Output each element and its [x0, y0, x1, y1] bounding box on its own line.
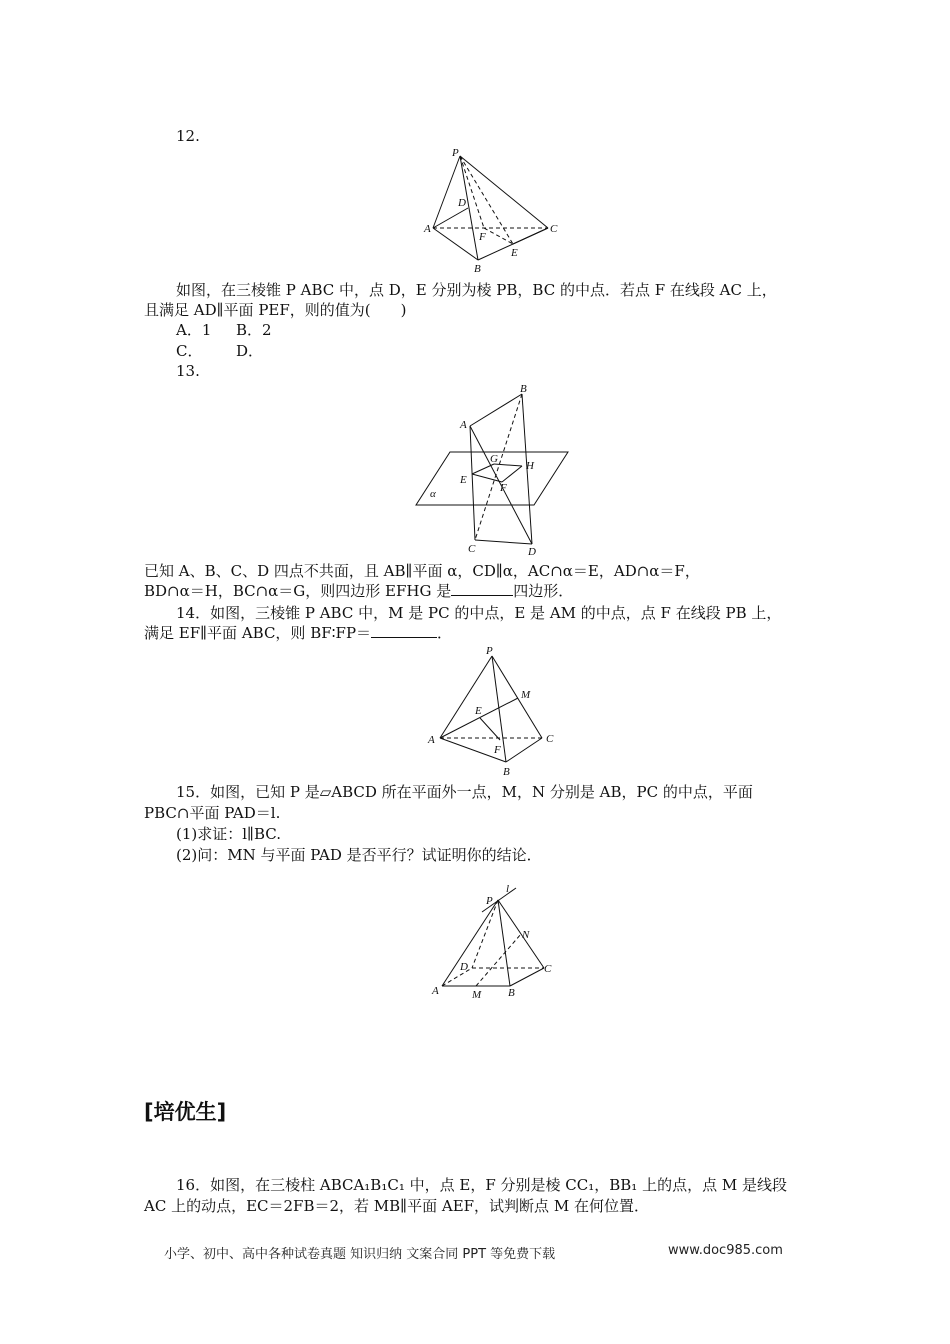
- q13-label-c: C: [468, 543, 476, 555]
- q15-label-m: M: [472, 989, 482, 1001]
- q14-answer-blank: [371, 623, 437, 638]
- q13-text-line1: 已知 A、B、C、D 四点不共面，且 AB∥平面 α，CD∥α，AC∩α＝E，AD∩α＝F，: [144, 562, 700, 580]
- q14-label-b: B: [503, 766, 510, 778]
- q14-label-e: E: [475, 705, 482, 717]
- q13-label-alpha: α: [430, 488, 436, 500]
- section-title: [培优生]: [144, 1100, 227, 1124]
- q13-plane-diagram: [410, 380, 575, 560]
- q13-label-f: F: [500, 482, 507, 494]
- q12-label-p: P: [452, 147, 459, 159]
- q15-label-l: l: [506, 883, 510, 895]
- q15-label-c: C: [544, 963, 552, 975]
- q13-label-a: A: [460, 419, 467, 431]
- q12-option-c: C．: [176, 342, 203, 360]
- q12-tetrahedron-diagram: [418, 144, 568, 276]
- q14-label-f: F: [494, 744, 501, 756]
- q13-label-b: B: [520, 383, 527, 395]
- q14-label-p: P: [486, 645, 493, 657]
- q16-text-line2: AC 上的动点，EC＝2FB＝2，若 MB∥平面 AEF，试判断点 M 在何位置．: [144, 1197, 649, 1215]
- q13-figure: [410, 380, 575, 564]
- q13-label-d: D: [528, 546, 536, 558]
- q15-label-d: D: [460, 961, 468, 973]
- q12-figure: [418, 144, 568, 280]
- footer-promo-text: 小学、初中、高中各种试卷真题 知识归纳 文案合同 PPT 等免费下载: [164, 1247, 556, 1262]
- q15-label-a: A: [432, 985, 439, 997]
- q12-label-d: D: [458, 197, 466, 209]
- q13-text-line2-start: BD∩α＝H，BC∩α＝G，则四边形 EFHG 是: [144, 582, 452, 600]
- q12-label-a: A: [424, 223, 431, 235]
- q14-label-m: M: [521, 689, 531, 701]
- q14-label-c: C: [546, 733, 554, 745]
- q15-label-n: N: [522, 929, 530, 941]
- q14-figure: [420, 644, 570, 782]
- q13-text-line2: [144, 581, 573, 601]
- q13-number: 13.: [176, 362, 200, 380]
- q14-text-line1: 14．如图，三棱锥 P ABC 中，M 是 PC 的中点，E 是 AM 的中点，点 F 在线段 PB 上，: [176, 604, 782, 622]
- q15-figure: [424, 882, 564, 1006]
- q13-label-e: E: [460, 474, 467, 486]
- q13-label-h: H: [526, 460, 534, 472]
- q12-text-line2: 且满足 AD∥平面 PEF，则的值为( ): [144, 301, 407, 319]
- q13-answer-blank: [451, 581, 513, 596]
- q14-text-line2-start: 满足 EF∥平面 ABC，则 BF∶FP＝: [144, 624, 372, 642]
- q15-label-p: P: [486, 895, 493, 907]
- q15-part1: (1)求证：l∥BC.: [176, 825, 281, 843]
- q12-label-b: B: [474, 263, 481, 275]
- q13-text-line2-end: 四边形．: [513, 582, 574, 600]
- q12-option-a: A．1: [176, 321, 212, 339]
- q15-text-line2: PBC∩平面 PAD＝l.: [144, 804, 281, 822]
- q15-pyramid-diagram: [424, 882, 564, 1002]
- q14-tetrahedron-diagram: [420, 644, 570, 778]
- q12-text-line1: 如图，在三棱锥 P ABC 中，点 D，E 分别为棱 PB，BC 的中点．若点 F 在线段 AC 上，: [176, 281, 777, 299]
- q12-number: 12.: [176, 127, 200, 145]
- q12-label-e: E: [511, 247, 518, 259]
- q15-part2: (2)问：MN 与平面 PAD 是否平行？试证明你的结论．: [176, 846, 542, 864]
- q12-label-f: F: [479, 231, 486, 243]
- footer-website-link[interactable]: www.doc985.com: [668, 1243, 783, 1258]
- q14-text-line2-end: ．: [437, 624, 453, 642]
- q12-option-b: B．2: [236, 321, 272, 339]
- q12-option-d: D．: [236, 342, 264, 360]
- q14-label-a: A: [428, 734, 435, 746]
- q12-label-c: C: [550, 223, 558, 235]
- q15-label-b: B: [508, 987, 515, 999]
- q15-text-line1: 15．如图，已知 P 是▱ABCD 所在平面外一点，M，N 分别是 AB，PC 的中点，平面: [176, 783, 753, 801]
- q16-text-line1: 16．如图，在三棱柱 ABCA₁B₁C₁ 中，点 E，F 分别是棱 CC₁，BB₁ 上的点，点 M 是线段: [176, 1176, 787, 1194]
- q13-label-g: G: [490, 453, 498, 465]
- q14-text-line2: [144, 623, 452, 643]
